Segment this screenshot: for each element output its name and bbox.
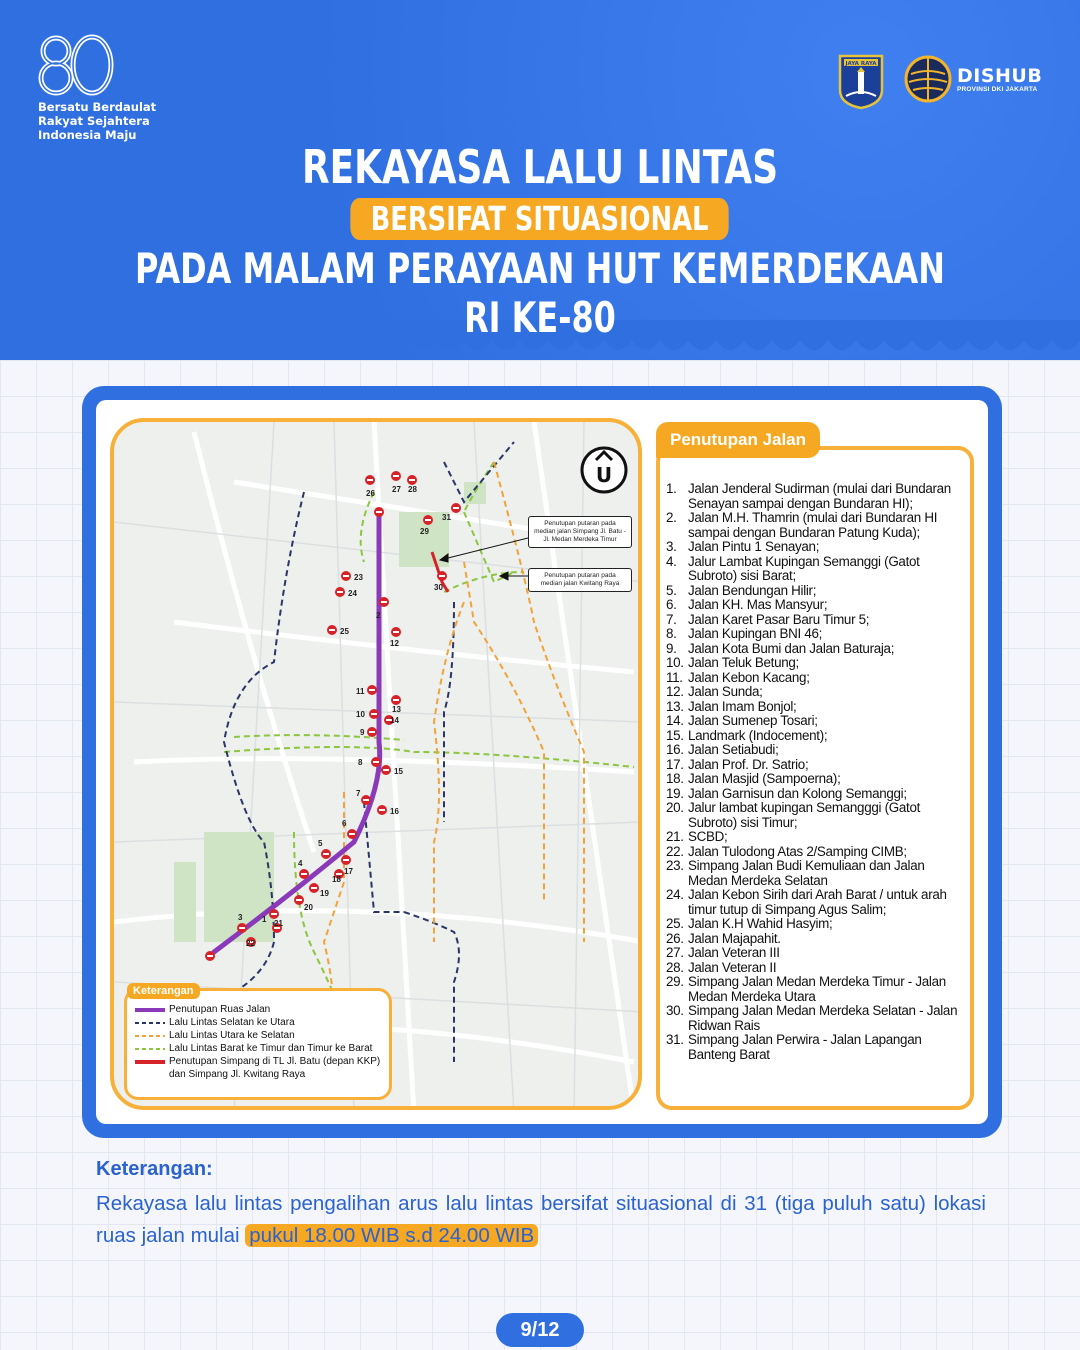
point-label-31: 31	[442, 513, 451, 522]
closure-item-number: 2.	[666, 510, 677, 525]
closure-item-text: Jalan Kupingan BNI 46;	[688, 626, 823, 641]
title-badge: BERSIFAT SITUASIONAL	[351, 198, 729, 240]
closure-item-number: 10.	[666, 655, 684, 670]
closure-list-item	[666, 1004, 964, 1033]
legend-item-north-south	[135, 1029, 381, 1042]
closure-item-text: Jalan Setiabudi;	[688, 742, 779, 757]
closure-list-item	[666, 917, 964, 932]
closure-list-item	[666, 946, 964, 961]
closure-item-number: 15.	[666, 727, 684, 743]
closure-item-number: 1.	[666, 481, 677, 496]
title-badge-wrap	[0, 198, 1080, 240]
closure-item-number: 9.	[666, 640, 677, 656]
point-label-8: 8	[358, 758, 363, 767]
point-label-18: 18	[332, 875, 341, 884]
closure-item-text: Jalan Imam Bonjol;	[688, 698, 797, 714]
closure-list-item	[666, 729, 964, 744]
legend-label-4: Lalu Lintas Barat ke Timur dan Timur ke Barat	[169, 1043, 373, 1054]
emblem-motto: JAYA RAYA	[845, 61, 877, 67]
closure-list-item	[666, 743, 964, 758]
north-label: U	[595, 463, 613, 487]
closure-item-text: Jalur lambat kupingan Semangggi (Gatot Subroto) sisi Timur;	[688, 800, 921, 830]
page-indicator: 9/12	[496, 1313, 584, 1347]
dishub-name: DISHUB	[957, 65, 1043, 87]
closure-list-item	[666, 685, 964, 700]
tagline-line-3: Indonesia Maju	[38, 128, 137, 142]
closure-list-item	[666, 482, 964, 511]
title-line-2: PADA MALAM PERAYAAN HUT KEMERDEKAAN RI KE-80	[135, 244, 945, 342]
closure-list-item	[666, 845, 964, 860]
point-label-26: 26	[366, 489, 375, 498]
closure-item-text: Jalan Kebon Sirih dari Arah Barat / untuk arah timur tutup di Simpang Agus Salim;	[688, 887, 947, 917]
closure-item-number: 13.	[666, 698, 684, 714]
closure-item-text: Jalan Masjid (Sampoerna);	[688, 771, 841, 786]
point-label-21: 21	[274, 919, 283, 928]
closure-item-text: Jalan Sunda;	[688, 684, 763, 699]
closure-list-item	[666, 1033, 964, 1062]
closure-item-number: 29.	[666, 974, 684, 989]
closure-item-text: Jalan Majapahit.	[688, 930, 781, 946]
closure-item-number: 30.	[666, 1003, 684, 1018]
closure-list	[666, 482, 964, 1062]
point-label-1: 1	[262, 915, 267, 924]
closure-item-text: Jalan Jenderal Sudirman (mulai dari Bundaran Senayan sampai dengan Bundaran HI);	[688, 481, 951, 511]
point-label-9: 9	[360, 728, 365, 737]
dishub-logo-icon	[903, 54, 953, 104]
point-label-19: 19	[320, 889, 329, 898]
closure-list-item	[666, 888, 964, 917]
point-label-13: 13	[392, 705, 401, 714]
legend-item-closure	[135, 1003, 381, 1016]
legend-label-3: Lalu Lintas Utara ke Selatan	[169, 1030, 295, 1041]
point-label-22: 22	[246, 939, 255, 948]
closure-item-number: 7.	[666, 611, 677, 627]
closure-list-item	[666, 540, 964, 555]
closure-item-number: 18.	[666, 771, 684, 786]
closure-list-item	[666, 613, 964, 628]
closure-item-number: 11.	[666, 669, 683, 685]
point-label-6: 6	[342, 819, 347, 828]
point-label-29: 29	[420, 527, 429, 536]
legend-swatch-navy	[135, 1020, 165, 1026]
closure-item-number: 14.	[666, 713, 684, 728]
point-label-24: 24	[348, 589, 357, 598]
closure-item-text: Jalan K.H Wahid Hasyim;	[688, 916, 833, 931]
closure-list-item	[666, 584, 964, 599]
closure-item-number: 22.	[666, 843, 684, 859]
closure-item-number: 26.	[666, 930, 684, 946]
point-label-14: 14	[390, 716, 399, 725]
closure-item-number: 23.	[666, 858, 684, 873]
hut-ri-80-logo	[36, 34, 116, 96]
closure-list-item	[666, 656, 964, 671]
closure-item-number: 16.	[666, 742, 684, 757]
legend-item-south-north	[135, 1016, 381, 1029]
closure-item-number: 8.	[666, 626, 677, 641]
point-label-23: 23	[354, 573, 363, 582]
closure-item-text: Jalan Prof. Dr. Satrio;	[688, 756, 809, 772]
closure-list-item	[666, 801, 964, 830]
closure-list-item	[666, 511, 964, 540]
closure-item-text: SCBD;	[688, 829, 728, 844]
legend-item-east-west	[135, 1042, 381, 1055]
closure-item-text: Jalan Tulodong Atas 2/Samping CIMB;	[688, 843, 907, 859]
point-label-20: 20	[304, 903, 313, 912]
info-card-inner	[96, 400, 988, 1124]
closure-item-text: Jalan KH. Mas Mansyur;	[688, 597, 828, 612]
closure-list-item	[666, 642, 964, 657]
legend-swatch-red	[135, 1059, 165, 1065]
map-park-banteng	[464, 482, 486, 504]
closure-item-text: Simpang Jalan Budi Kemuliaan dan Jalan Medan Merdeka Selatan	[688, 858, 925, 888]
closure-list-item	[666, 627, 964, 642]
closure-item-text: Jalan Bendungan Hilir;	[688, 582, 817, 598]
footer-label: Keterangan:	[96, 1158, 213, 1180]
point-label-5: 5	[318, 839, 323, 848]
closure-item-number: 28.	[666, 959, 684, 975]
closure-item-number: 25.	[666, 916, 684, 931]
map-park-gbk	[174, 862, 196, 942]
closure-item-number: 4.	[666, 553, 677, 569]
logo-tagline	[38, 100, 156, 142]
closure-item-text: Simpang Jalan Perwira - Jalan Lapangan Banteng Barat	[688, 1032, 922, 1062]
closure-item-text: Landmark (Indocement);	[688, 727, 828, 743]
closure-list-item	[666, 758, 964, 773]
closure-list-item	[666, 830, 964, 845]
tagline-line-2: Rakyat Sejahtera	[38, 114, 150, 128]
closure-list-item	[666, 975, 964, 1004]
closure-list-item	[666, 555, 964, 584]
closure-list-title: Penutupan Jalan	[656, 422, 820, 458]
closure-list-item	[666, 772, 964, 787]
point-label-25: 25	[340, 627, 349, 636]
closure-list-item	[666, 598, 964, 613]
point-label-11: 11	[356, 687, 365, 696]
point-label-2: 2	[376, 611, 381, 620]
closure-item-text: Jalan M.H. Thamrin (mulai dari Bundaran HI sampai dengan Bundaran Patung Kuda);	[688, 510, 938, 540]
closure-item-number: 20.	[666, 800, 684, 815]
closure-item-number: 24.	[666, 887, 684, 902]
closure-item-text: Jalan Teluk Betung;	[688, 655, 799, 670]
callout-kwitang: Penutupan putaran pada median jalan Kwitang Raya	[528, 568, 632, 592]
closure-item-number: 5.	[666, 582, 677, 598]
point-label-27: 27	[392, 485, 401, 494]
closure-item-text: Jalan Veteran III	[688, 945, 780, 960]
legend-label-1: Penutupan Ruas Jalan	[169, 1004, 271, 1015]
closure-item-number: 17.	[666, 756, 684, 772]
closure-list-item	[666, 961, 964, 976]
point-label-30: 30	[434, 583, 443, 592]
closure-list-item	[666, 787, 964, 802]
traffic-map	[110, 418, 642, 1110]
closure-item-number: 12.	[666, 684, 684, 699]
closure-list-item	[666, 671, 964, 686]
dki-jakarta-emblem	[836, 52, 886, 110]
point-label-15: 15	[394, 767, 403, 776]
point-label-10: 10	[356, 710, 365, 719]
footer-desc-main: Rekayasa lalu lintas pengalihan arus lalu lintas bersifat situasional di 31 (tiga puluh satu) lokasi ruas jalan mulai	[96, 1192, 986, 1247]
legend-swatch-orange	[135, 1033, 165, 1039]
footer-time-highlight: pukul 18.00 WIB s.d 24.00 WIB	[245, 1224, 538, 1247]
closure-list-item	[666, 859, 964, 888]
closure-item-number: 31.	[666, 1032, 684, 1047]
footer-description	[96, 1188, 986, 1252]
point-label-7: 7	[356, 789, 361, 798]
map-legend	[124, 985, 392, 1100]
tagline-line-1: Bersatu Berdaulat	[38, 100, 157, 114]
closure-list-panel	[656, 430, 974, 1110]
closure-item-text: Jalan Garnisun dan Kolong Semanggi;	[688, 785, 907, 801]
legend-swatch-green	[135, 1046, 165, 1052]
legend-swatch-purple	[135, 1007, 165, 1013]
dishub-subtitle: PROVINSI DKI JAKARTA	[957, 86, 1038, 93]
point-label-17: 17	[344, 867, 353, 876]
closure-list-item	[666, 714, 964, 729]
legend-label-5: Penutupan Simpang di TL Jl. Batu (depan KKP) dan Simpang Jl. Kwitang Raya	[169, 1056, 381, 1080]
legend-item-junction	[135, 1055, 381, 1081]
closure-item-number: 19.	[666, 785, 684, 801]
point-label-4: 4	[298, 859, 303, 868]
point-label-28: 28	[408, 485, 417, 494]
callout-simpang-batu: Penutupan putaran pada median jalan Simpang Jl. Batu - Jl. Medan Merdeka Timur	[528, 516, 632, 548]
info-card	[82, 386, 1002, 1138]
legend-label-2: Lalu Lintas Selatan ke Utara	[169, 1017, 295, 1028]
legend-title: Keterangan	[127, 983, 200, 999]
closure-item-text: Simpang Jalan Medan Merdeka Timur - Jalan Medan Merdeka Utara	[688, 974, 946, 1004]
point-label-3: 3	[238, 913, 243, 922]
closure-item-number: 27.	[666, 945, 684, 960]
north-arrow-icon	[580, 446, 628, 494]
point-label-12: 12	[390, 639, 399, 648]
title-line-1: REKAYASA LALU LINTAS	[301, 140, 779, 194]
closure-item-text: Jalur Lambat Kupingan Semanggi (Gatot Subroto) sisi Barat;	[688, 553, 920, 583]
closure-list-item	[666, 932, 964, 947]
closure-item-number: 6.	[666, 597, 677, 612]
closure-item-text: Jalan Karet Pasar Baru Timur 5;	[688, 611, 870, 627]
closure-item-text: Jalan Sumenep Tosari;	[688, 713, 818, 728]
closure-item-text: Jalan Pintu 1 Senayan;	[688, 539, 820, 554]
closure-item-number: 3.	[666, 539, 677, 554]
closure-item-text: Jalan Kebon Kacang;	[688, 669, 810, 685]
closure-item-text: Jalan Kota Bumi dan Jalan Baturaja;	[688, 640, 895, 656]
closure-list-item	[666, 700, 964, 715]
point-label-16: 16	[390, 807, 399, 816]
dishub-wordmark	[957, 66, 1042, 93]
closure-item-number: 21.	[666, 829, 684, 844]
closure-item-text: Simpang Jalan Medan Merdeka Selatan - Jalan Ridwan Rais	[688, 1003, 958, 1033]
closure-item-text: Jalan Veteran II	[688, 959, 777, 975]
